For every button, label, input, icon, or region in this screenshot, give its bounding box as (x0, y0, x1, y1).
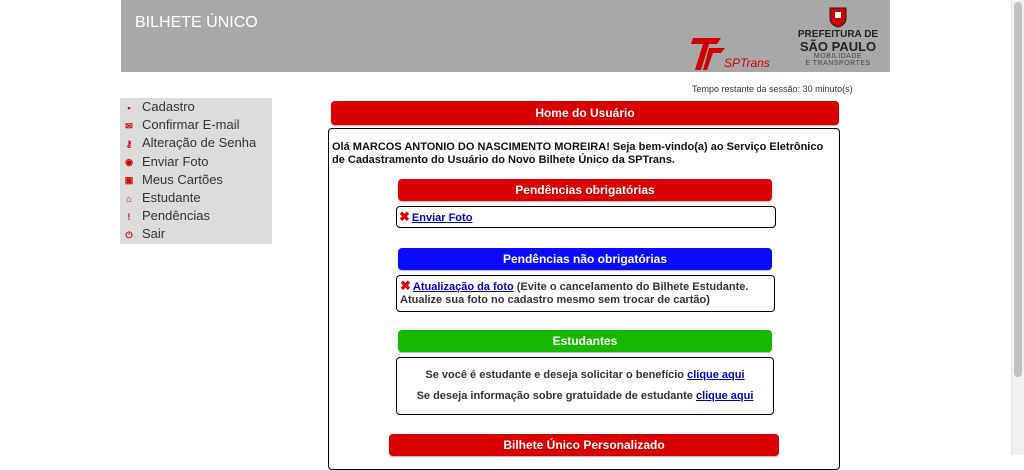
scrollbar[interactable] (1011, 0, 1024, 455)
sidebar-item-label: Enviar Foto (142, 153, 209, 169)
estudantes-box (396, 357, 774, 415)
clipboard-icon: ▪ (127, 102, 131, 113)
prefeitura-line3: MOBILIDADE (813, 53, 863, 60)
personalizado-header: Bilhete Único Personalizado (389, 434, 779, 456)
sidebar-item-pendencias[interactable] (120, 207, 272, 225)
sidebar-item-meus-cartoes[interactable] (120, 171, 272, 189)
sidebar-item-confirmar-email[interactable] (120, 116, 272, 134)
estudantes-line2-text: Se deseja informação sobre gratuidade de estudante (416, 390, 696, 402)
error-x-icon: ✖ (399, 209, 410, 224)
coat-of-arms-icon (827, 6, 849, 28)
solicitar-beneficio-link[interactable]: clique aqui (687, 369, 745, 381)
prefeitura-line1: PREFEITURA DE (797, 29, 879, 40)
prefeitura-logo[interactable] (793, 4, 883, 70)
sptrans-logo-text: SPTrans (724, 56, 770, 70)
prefeitura-line4: E TRANSPORTES (805, 60, 871, 67)
sidebar-item-label: Meus Cartões (142, 171, 223, 187)
sidebar-item-sair[interactable] (120, 225, 272, 243)
sidebar (120, 98, 272, 244)
header-title: BILHETE ÚNICO (135, 14, 258, 31)
card-icon: ▣ (124, 175, 134, 186)
estudantes-line2 (397, 390, 773, 402)
session-timer: Tempo restante da sessão: 30 minuto(s) (692, 84, 853, 94)
power-icon: ⏻ (125, 229, 133, 240)
estudantes-line1 (397, 369, 773, 381)
estudantes-header: Estudantes (398, 330, 772, 352)
sidebar-item-label: Pendências (142, 208, 210, 224)
mail-icon: ✉ (125, 120, 133, 131)
header (121, 0, 890, 72)
graduation-icon: ⌂ (126, 193, 132, 204)
scrollbar-thumb[interactable] (1014, 2, 1022, 377)
gratuidade-info-link[interactable]: clique aqui (695, 390, 754, 402)
main-content-box (328, 128, 840, 470)
prefeitura-line2: SÃO PAULO (799, 39, 877, 54)
sidebar-item-label: Cadastro (142, 99, 195, 114)
sptrans-logo[interactable] (691, 34, 771, 72)
home-title-bar: Home do Usuário (331, 101, 839, 125)
sidebar-item-label: Confirmar E-mail (142, 117, 240, 133)
sidebar-item-estudante[interactable] (120, 189, 272, 207)
user-icon: ◉ (125, 157, 133, 168)
sidebar-item-alteracao-senha[interactable] (120, 134, 272, 152)
exclamation-icon: ! (127, 211, 131, 222)
sidebar-item-label: Sair (142, 226, 166, 242)
pendencias-obrigatorias-header: Pendências obrigatórias (398, 179, 772, 201)
sidebar-item-label: Alteração de Senha (142, 135, 257, 151)
atualizacao-foto-note: (Evite o cancelamento do Bilhete Estudante. Atualize sua foto no cadastro mesmo sem trocar de cartão) (400, 281, 749, 306)
sidebar-item-cadastro[interactable] (120, 98, 272, 116)
sidebar-item-enviar-foto[interactable] (120, 153, 272, 171)
welcome-message: Olá MARCOS ANTONIO DO NASCIMENTO MOREIRA! Seja bem-vindo(a) ao Serviço Eletrônico de Cadastramento do Usuário do Novo Bilhete Único da SPTrans. (332, 141, 824, 166)
pendencias-nao-obrigatorias-box (396, 275, 775, 312)
enviar-foto-link[interactable]: Enviar Foto (411, 212, 473, 224)
atualizacao-foto-link[interactable]: Atualização da foto (412, 281, 514, 293)
pendencias-obrigatorias-box (396, 206, 776, 228)
key-icon: ⚷ (125, 138, 133, 149)
sptrans-mark-icon (691, 34, 727, 72)
error-x-icon: ✖ (400, 278, 411, 293)
sidebar-item-label: Estudante (142, 189, 201, 205)
estudantes-line1-text: Se você é estudante e deseja solicitar o benefício (425, 369, 688, 381)
pendencias-nao-obrigatorias-header: Pendências não obrigatórias (398, 248, 772, 270)
